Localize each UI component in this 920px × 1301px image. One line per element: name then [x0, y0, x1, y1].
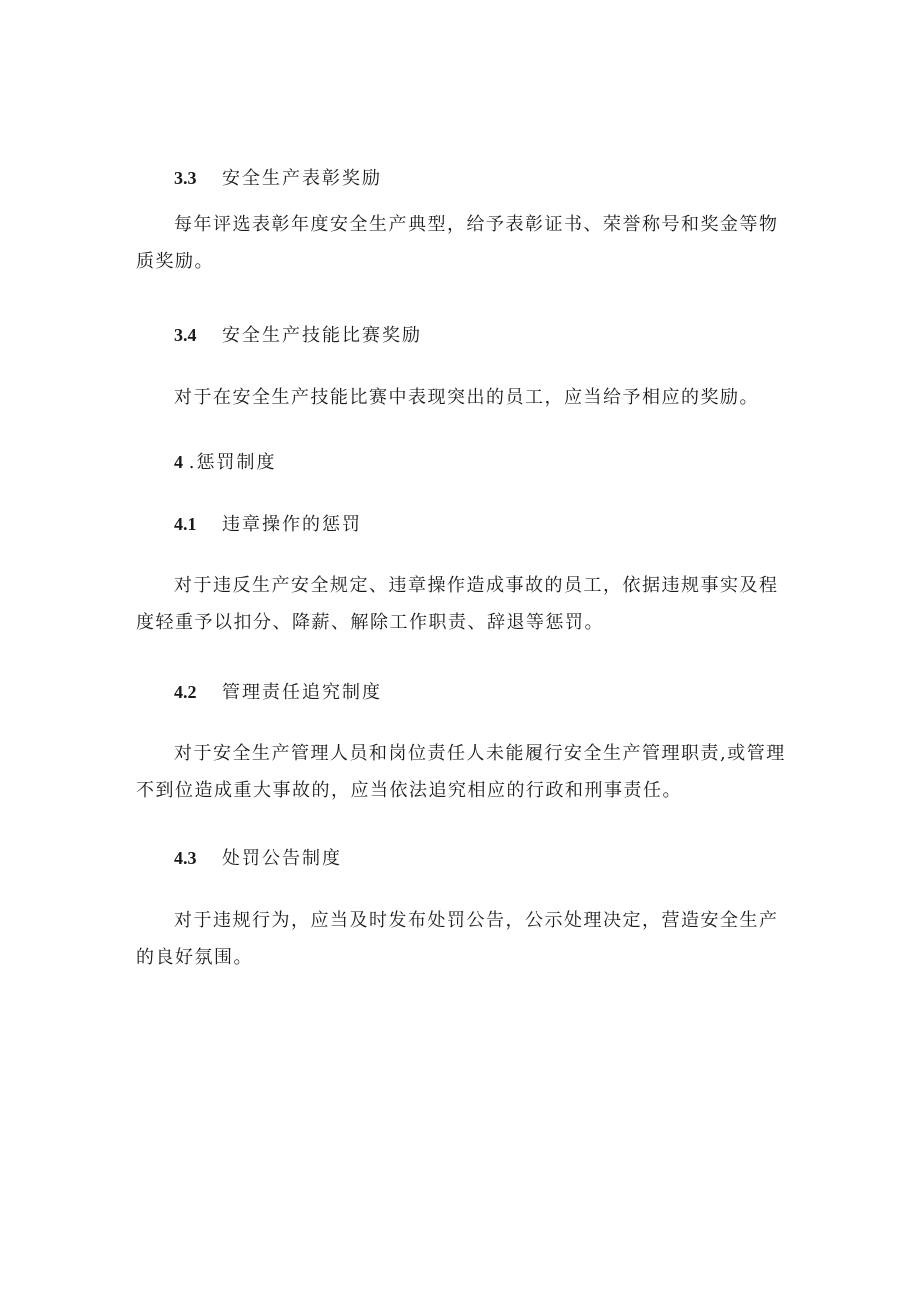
section-heading-4-1	[174, 512, 362, 537]
paragraph-4-3: 对于违规行为，应当及时发布处罚公告，公示处理决定，营造安全生产的良好氛围。	[136, 910, 779, 968]
section-number: 3.3	[174, 168, 197, 188]
paragraph-4-2: 对于安全生产管理人员和岗位责任人未能履行安全生产管理职责,或管理不到位造成重大事故的，应当依法追究相应的行政和刑事责任。	[136, 743, 786, 801]
section-title: 处罚公告制度	[222, 848, 342, 869]
section-title: 安全生产表彰奖励	[222, 168, 382, 189]
section-title: 安全生产技能比赛奖励	[222, 325, 422, 346]
section-number: 4.1	[174, 514, 197, 534]
section-number: 4	[174, 452, 183, 472]
section-title: 管理责任追究制度	[222, 682, 382, 703]
paragraph-3-3: 每年评选表彰年度安全生产典型，给予表彰证书、荣誉称号和奖金等物质奖励。	[136, 214, 779, 272]
section-heading-3-4	[174, 323, 422, 348]
section-heading-3-3	[174, 166, 382, 191]
paragraph-4-1: 对于违反生产安全规定、违章操作造成事故的员工，依据违规事实及程度轻重予以扣分、降薪、解除工作职责、辞退等惩罚。	[136, 575, 779, 633]
section-number: 4.2	[174, 682, 197, 702]
section-title: .惩罚制度	[188, 452, 277, 473]
section-title: 违章操作的惩罚	[222, 514, 362, 535]
section-heading-4-3	[174, 846, 342, 871]
section-number: 3.4	[174, 325, 197, 345]
section-heading-4	[174, 450, 276, 475]
paragraph-3-4: 对于在安全生产技能比赛中表现突出的员工，应当给予相应的奖励。	[174, 387, 759, 408]
section-number: 4.3	[174, 848, 197, 868]
section-heading-4-2	[174, 680, 382, 705]
